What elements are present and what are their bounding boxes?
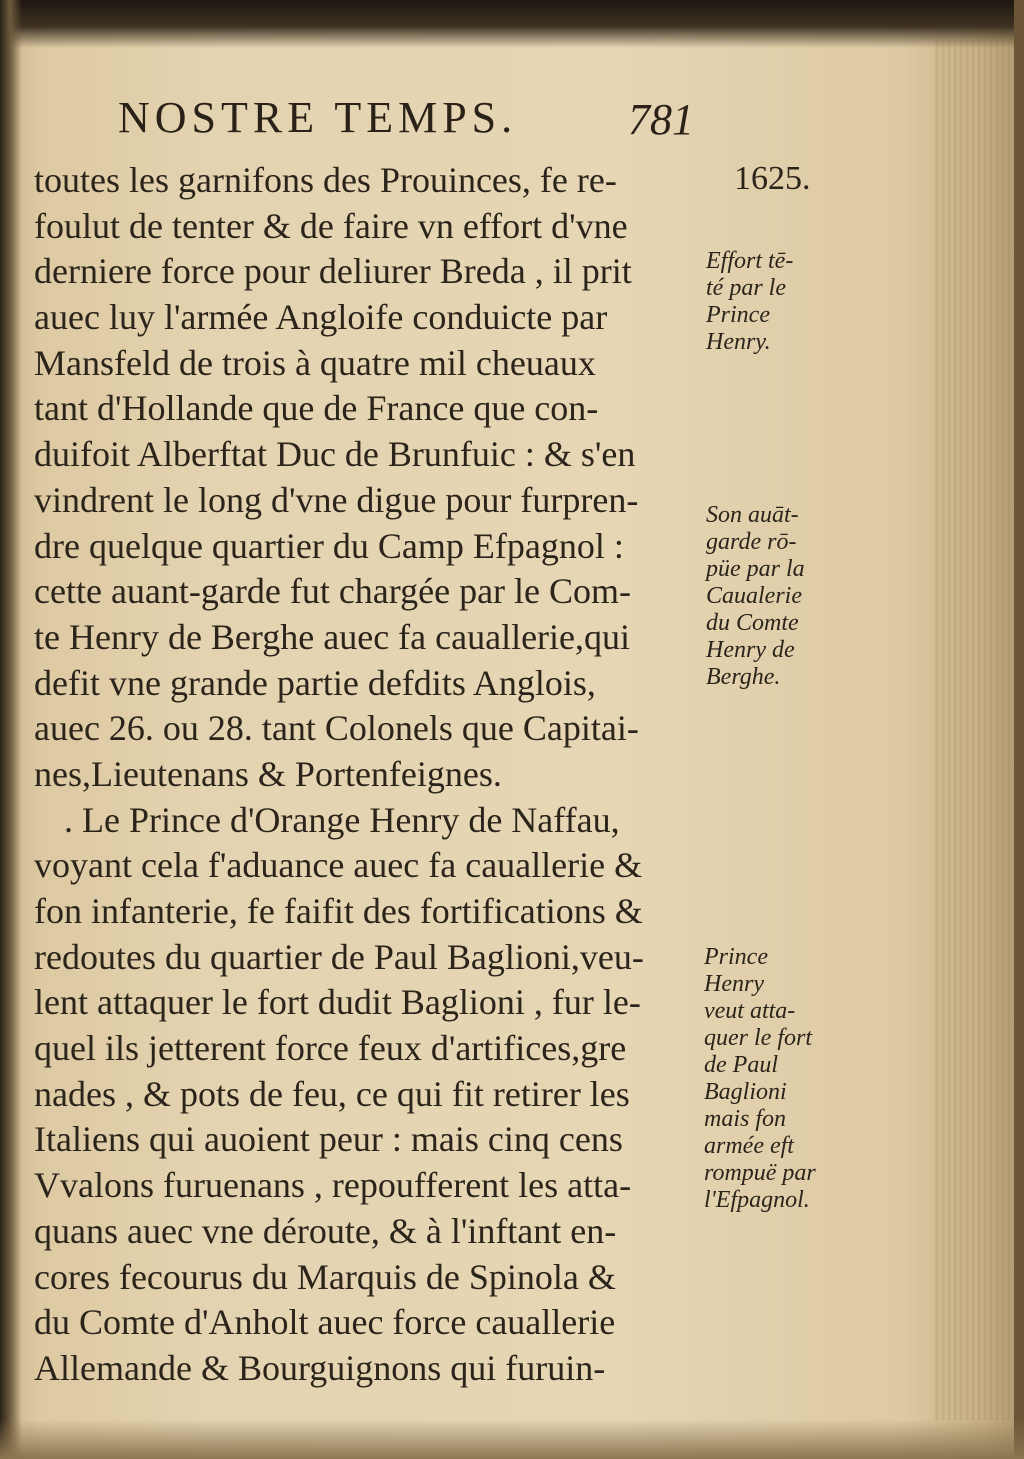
margin-note-line: Baglioni (704, 1079, 787, 1105)
page-edge-texture (934, 40, 1024, 1420)
text-line: toutes les garnifons des Prouinces, fe re- (34, 160, 617, 200)
text-line: vindrent le long d'vne digue pour furpren- (34, 479, 639, 520)
book-gutter (0, 0, 22, 1459)
margin-note-line: Effort tē- (706, 248, 794, 274)
main-text-block (34, 158, 714, 1392)
text-line: nes,Lieutenans & Portenfeignes. (34, 753, 502, 794)
page-top-shadow (0, 0, 1024, 48)
margin-note-line: Caualerie (706, 583, 802, 609)
text-line: tant d'Hollande que de France que con- (34, 388, 599, 429)
text-line: quans auec vne déroute, & à l'inftant en- (34, 1210, 617, 1251)
text-line: Vvalons furuenans , repoufferent les atta- (34, 1165, 632, 1206)
text-line: Allemande & Bourguignons qui furuin- (34, 1347, 606, 1388)
text-line: duifoit Alberftat Duc de Brunfuic : & s'en (34, 434, 636, 475)
margin-note-line: Henry (704, 971, 764, 997)
margin-note-line: Prince (704, 944, 768, 970)
margin-note-avant-garde (706, 502, 856, 691)
text-line: auec 26. ou 28. tant Colonels que Capitai- (34, 708, 639, 749)
text-line: Mansfeld de trois à quatre mil cheuaux (34, 342, 596, 383)
margin-note-line: quer le fort (704, 1025, 812, 1051)
text-line: nades , & pots de feu, ce qui fit retirer les (34, 1073, 630, 1114)
text-line: lent attaquer le fort dudit Baglioni , fur le- (34, 982, 641, 1023)
text-line: Italiens qui auoient peur : mais cinq cens (34, 1119, 623, 1160)
margin-year: 1625. (734, 160, 811, 197)
text-line: . Le Prince d'Orange Henry de Naffau, (64, 799, 620, 840)
text-line: foulut de tenter & de faire vn effort d'vne (34, 205, 628, 246)
text-line: auec luy l'armée Angloife conduicte par (34, 297, 608, 338)
text-line: te Henry de Berghe auec fa cauallerie,qui (34, 616, 631, 657)
margin-note-effort (706, 248, 856, 356)
margin-note-line: püe par la (706, 556, 805, 582)
page-right-border (1014, 0, 1024, 1459)
text-line: dre quelque quartier du Camp Efpagnol : (34, 525, 624, 566)
margin-note-line: du Comte (706, 610, 799, 636)
text-line: derniere force pour deliurer Breda , il prit (34, 251, 632, 292)
text-line: redoutes du quartier de Paul Baglioni,veu- (34, 936, 644, 977)
margin-note-line: rompuë par (704, 1160, 816, 1186)
margin-note-line: veut atta- (704, 998, 796, 1024)
margin-note-line: garde rō- (706, 529, 797, 555)
margin-note-prince-henry (704, 944, 854, 1214)
margin-note-line: Prince (706, 302, 770, 328)
text-line: du Comte d'Anholt auec force cauallerie (34, 1302, 616, 1343)
margin-note-line: de Paul (704, 1052, 778, 1078)
margin-note-line: Son auāt- (706, 502, 799, 528)
margin-note-line: Henry. (706, 329, 771, 355)
text-line: fon infanterie, fe faifit des fortifications & (34, 891, 643, 931)
running-title: NOSTRE TEMPS. (118, 93, 518, 142)
text-line: quel ils jetterent force feux d'artifices,gre (34, 1028, 627, 1069)
text-line: defit vne grande partie defdits Anglois, (34, 662, 596, 703)
text-line: voyant cela f'aduance auec fa cauallerie & (34, 845, 643, 886)
margin-note-line: mais fon (704, 1106, 787, 1132)
margin-note-line: l'Efpagnol. (704, 1187, 810, 1213)
text-line: cette auant-garde fut chargée par le Com- (34, 571, 632, 612)
margin-note-line: Henry de (706, 637, 795, 663)
page-number: 781 (628, 95, 694, 144)
page-bottom-shadow (0, 1419, 1024, 1459)
page-header (0, 92, 1024, 152)
margin-note-line: Berghe. (706, 664, 781, 690)
margin-note-line: té par le (706, 275, 786, 301)
text-line: cores fecourus du Marquis de Spinola & (34, 1256, 616, 1297)
margin-note-line: armée eft (704, 1133, 794, 1159)
